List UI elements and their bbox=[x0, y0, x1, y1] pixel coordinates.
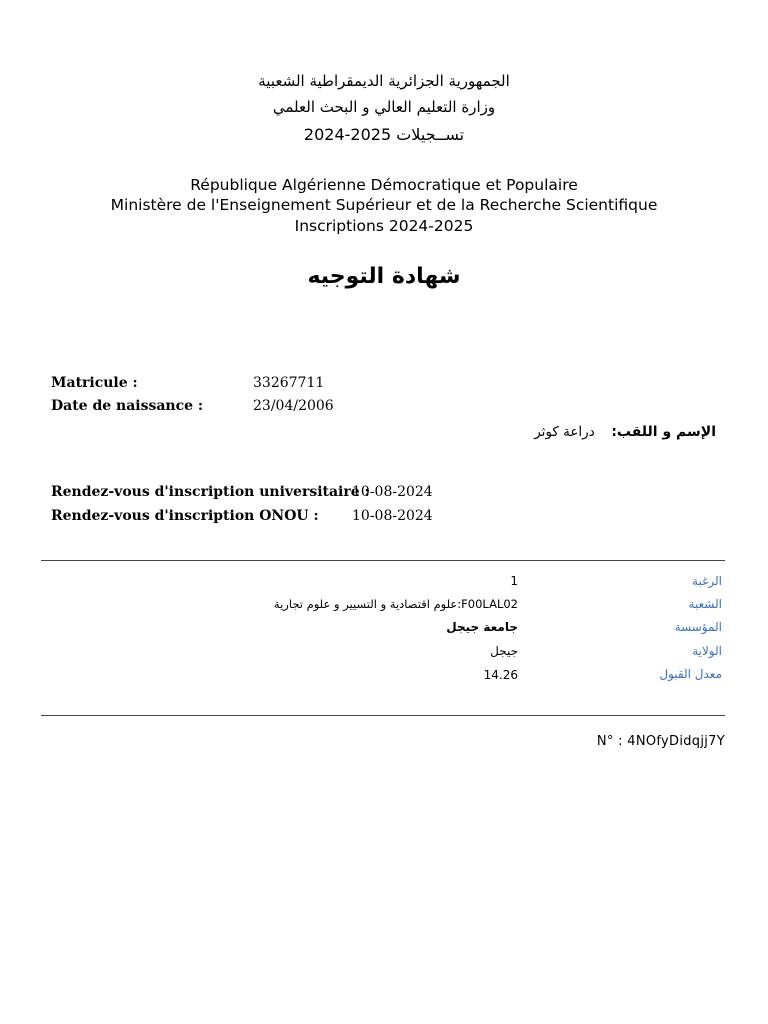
top-divider bbox=[41, 560, 725, 561]
detail-label-wilaya: الولاية bbox=[692, 644, 722, 658]
header-ar-inscriptions: تســجيلات 2025-2024 bbox=[303, 125, 465, 144]
name-value: دراعة كوثر bbox=[534, 424, 595, 440]
detail-value-field: F00LAL02:علوم اقتصادية و التسيير و علوم تجارية bbox=[273, 597, 518, 611]
detail-value-institution: جامعة جيجل bbox=[446, 620, 518, 634]
name-row bbox=[534, 424, 716, 440]
detail-value-admission-average: 14.26 bbox=[483, 668, 518, 682]
header-fr-inscriptions: Inscriptions 2024-2025 bbox=[294, 217, 474, 235]
matricule-value: 33267711 bbox=[253, 375, 325, 391]
rdv-univ-label: Rendez-vous d'inscription universitaire : bbox=[51, 484, 370, 500]
dob-label: Date de naissance : bbox=[51, 398, 204, 414]
detail-value-wilaya: جيجل bbox=[490, 644, 518, 658]
page-title: شهادة التوجيه bbox=[307, 264, 461, 289]
bottom-divider bbox=[41, 715, 725, 716]
header-ar-republic: الجمهورية الجزائرية الديمقراطية الشعبية bbox=[258, 72, 510, 90]
detail-value-choice: 1 bbox=[510, 574, 518, 588]
detail-label-institution: المؤسسة bbox=[674, 620, 722, 634]
header-fr-ministry: Ministère de l'Enseignement Supérieur et de la Recherche Scientifique bbox=[110, 196, 658, 214]
rdv-onou-value: 10-08-2024 bbox=[352, 508, 433, 524]
rdv-univ-value: 10-08-2024 bbox=[352, 484, 433, 500]
matricule-label: Matricule : bbox=[51, 375, 138, 391]
detail-label-choice: الرغبة bbox=[692, 574, 722, 588]
header-fr-republic: République Algérienne Démocratique et Populaire bbox=[190, 176, 578, 194]
rdv-onou-label: Rendez-vous d'inscription ONOU : bbox=[51, 508, 319, 524]
detail-label-admission-average: معدل القبول bbox=[659, 667, 722, 681]
name-label: الإسم و اللقب: bbox=[611, 424, 716, 440]
dob-value: 23/04/2006 bbox=[253, 398, 334, 414]
serial-number: N° : 4NOfyDidqjj7Y bbox=[596, 734, 725, 749]
header-ar-ministry: وزارة التعليم العالي و البحث العلمي bbox=[272, 98, 496, 116]
detail-label-field: الشعبة bbox=[688, 597, 722, 611]
